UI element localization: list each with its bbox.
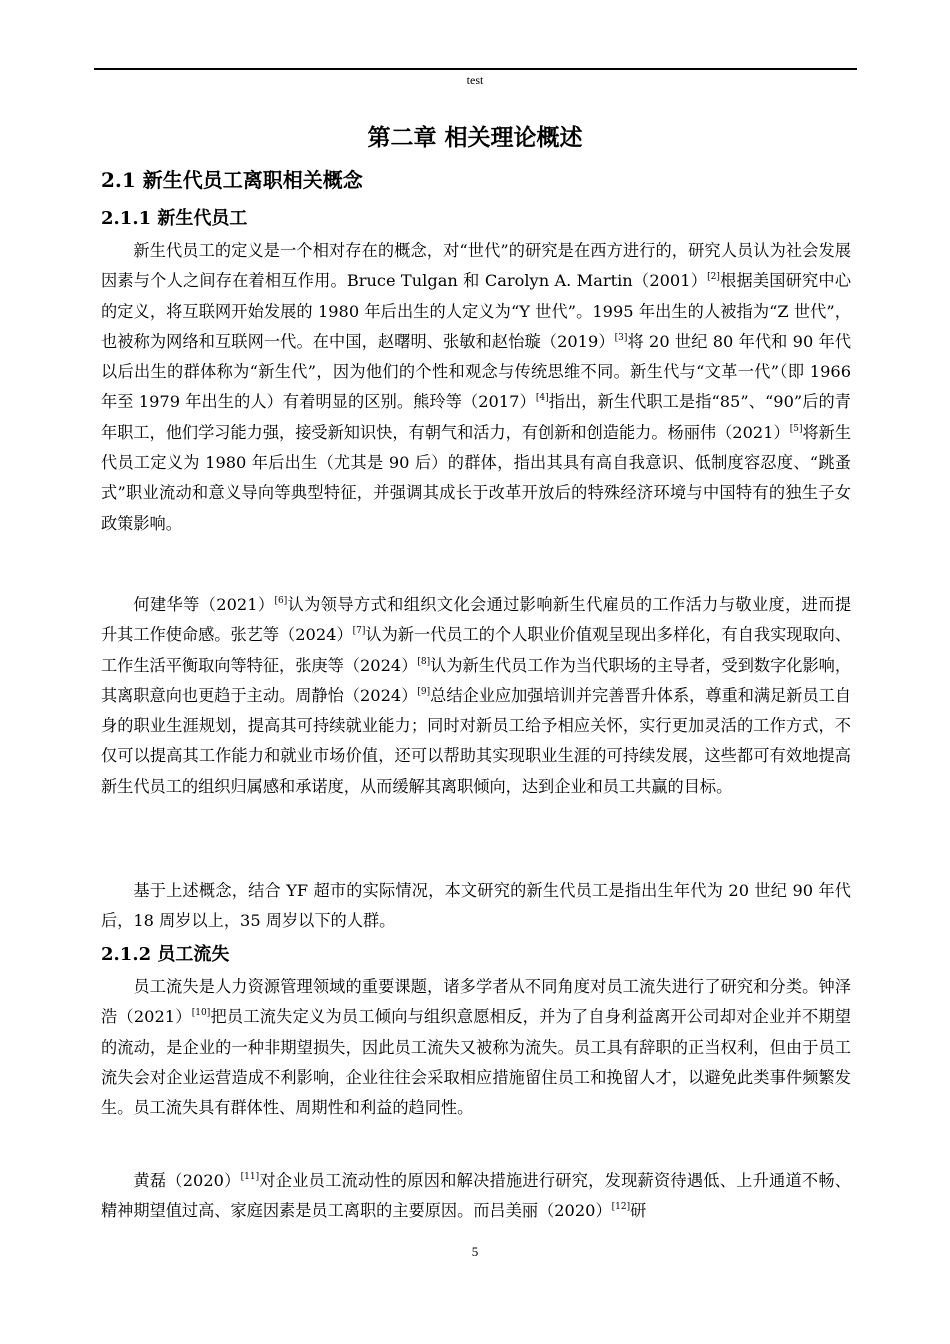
paragraph-text: 认为新生代员工作为当代职场的主导者，受到数字化影响，其离职意向也更趋于主动。周静怡（2024） bbox=[101, 655, 852, 705]
paragraph-text: 对企业员工流动性的原因和解决措施进行研究，发现薪资待遇低、上升通道不畅、精神期望值过高、家庭因素是员工离职的主要原因。而吕美丽（2020） bbox=[101, 1171, 851, 1221]
citation-ref: [6] bbox=[274, 596, 288, 606]
citation-ref: [3] bbox=[614, 332, 628, 343]
paragraph-text: 研 bbox=[630, 1201, 647, 1221]
chapter-title: 第二章 相关理论概述 bbox=[367, 124, 583, 151]
citation-ref: [9] bbox=[417, 686, 431, 697]
paragraph-text: 总结企业应加强培训并完善晋升体系，尊重和满足新员工自身的职业生涯规划，提高其可持续就业能力；同时对新员工给予相应关怀，实行更加灵活的工作方式，不仅可以提高其工作能力和就业市场价值，还可以帮助其实现职业生涯的可持续发展，这些都可有效地提高新生代员工的组织归属感和承诺度，从而缓解其离职倾向，达到企业和员工共赢的目标。 bbox=[101, 685, 852, 796]
paragraph-text: 把员工流失定义为员工倾向与组织意愿相反，并为了自身利益离开公司却对企业并不期望的流动，是企业的一种非期望损失，因此员工流失又被称为流失。员工具有辞职的正当权利，但由于员工流失会对企业运营造成不利影响，企业往往会采取相应措施留住员工和挽留人才，以避免此类事件频繁发生。员工流失具有群体性、周期性和利益的趋同性。 bbox=[101, 1007, 851, 1118]
paragraph-text: 认为新一代员工的个人职业价值观呈现出多样化，有自我实现取向、工作生活平衡取向等特征，张庚等（2024） bbox=[101, 625, 852, 675]
citation-ref: [11] bbox=[240, 1172, 260, 1182]
citation-ref: [12] bbox=[611, 1202, 631, 1213]
section-heading-2-1: 2.1 新生代员工离职相关概念 bbox=[101, 168, 363, 192]
paragraph-text: 黄磊（2020） bbox=[133, 1171, 241, 1190]
paragraph-leadership-and-culture bbox=[101, 590, 851, 802]
paragraph-text: 基于上述概念，结合 YF 超市的实际情况，本文研究的新生代员工是指出生年代为 20 世纪 90 年代后，18 周岁以上，35 周岁以下的人群。 bbox=[101, 881, 851, 931]
paragraph-new-generation-definition bbox=[101, 236, 851, 539]
section-heading-2-1-2: 2.1.2 员工流失 bbox=[101, 944, 230, 965]
citation-ref: [10] bbox=[191, 1008, 211, 1019]
page-number: 5 bbox=[471, 1244, 479, 1259]
paragraph-text: 新生代员工的定义是一个相对存在的概念，对“世代”的研究是在西方进行的，研究人员认为社会发展因素与个人之间存在着相互作用。Bruce Tulgan 和 Carolyn A. Martin（2001） bbox=[101, 241, 851, 291]
citation-ref: [5] bbox=[789, 423, 803, 434]
paragraph-text: 何建华等（2021） bbox=[133, 595, 275, 614]
paragraph-study-definition bbox=[101, 876, 851, 937]
paragraph-employee-turnover bbox=[101, 972, 851, 1123]
citation-ref: [8] bbox=[417, 656, 431, 667]
paragraph-text: 员工流失是人力资源管理领域的重要课题，诸多学者从不同角度对员工流失进行了研究和分类。钟泽浩（2021） bbox=[101, 977, 851, 1027]
section-heading-2-1-1: 2.1.1 新生代员工 bbox=[101, 208, 248, 229]
citation-ref: [2] bbox=[707, 272, 720, 283]
paragraph-text: 将 20 世纪 80 年代和 90 年代以后出生的群体称为“新生代”，因为他们的个性和观念与传统思维不同。新生代与“文革一代”（即 1966 年至 1979 年出生的人）有着明显的区别。熊玲等（2017） bbox=[101, 331, 852, 412]
running-header: test bbox=[466, 73, 484, 87]
paragraph-text: 指出，新生代职工是指“85”、“90”后的青年职工，他们学习能力强，接受新知识快，有朝气和活力，有创新和创造能力。杨丽伟（2021） bbox=[101, 392, 851, 442]
paragraph-text: 认为领导方式和组织文化会通过影响新生代雇员的工作活力与敬业度，进而提升其工作使命感。张艺等（2024） bbox=[101, 595, 852, 645]
paragraph-text: 将新生代员工定义为 1980 年后出生（尤其是 90 后）的群体，指出其具有高自我意识、低制度容忍度、“跳蚤式”职业流动和意义导向等典型特征，并强调其成长于改革开放后的特殊经济环境与中国特有的独生子女政策影响。 bbox=[101, 422, 852, 533]
header-rule bbox=[94, 68, 857, 70]
paragraph-text: 根据美国研究中心的定义，将互联网开始发展的 1980 年后出生的人定义为“Y 世代”。1995 年出生的人被指为“Z 世代”，也被称为网络和互联网一代。在中国，赵曙明、张敏和赵怡璇（2019） bbox=[101, 271, 852, 351]
citation-ref: [7] bbox=[352, 626, 366, 637]
paragraph-turnover-causes bbox=[101, 1166, 851, 1227]
citation-ref: [4] bbox=[535, 393, 549, 404]
